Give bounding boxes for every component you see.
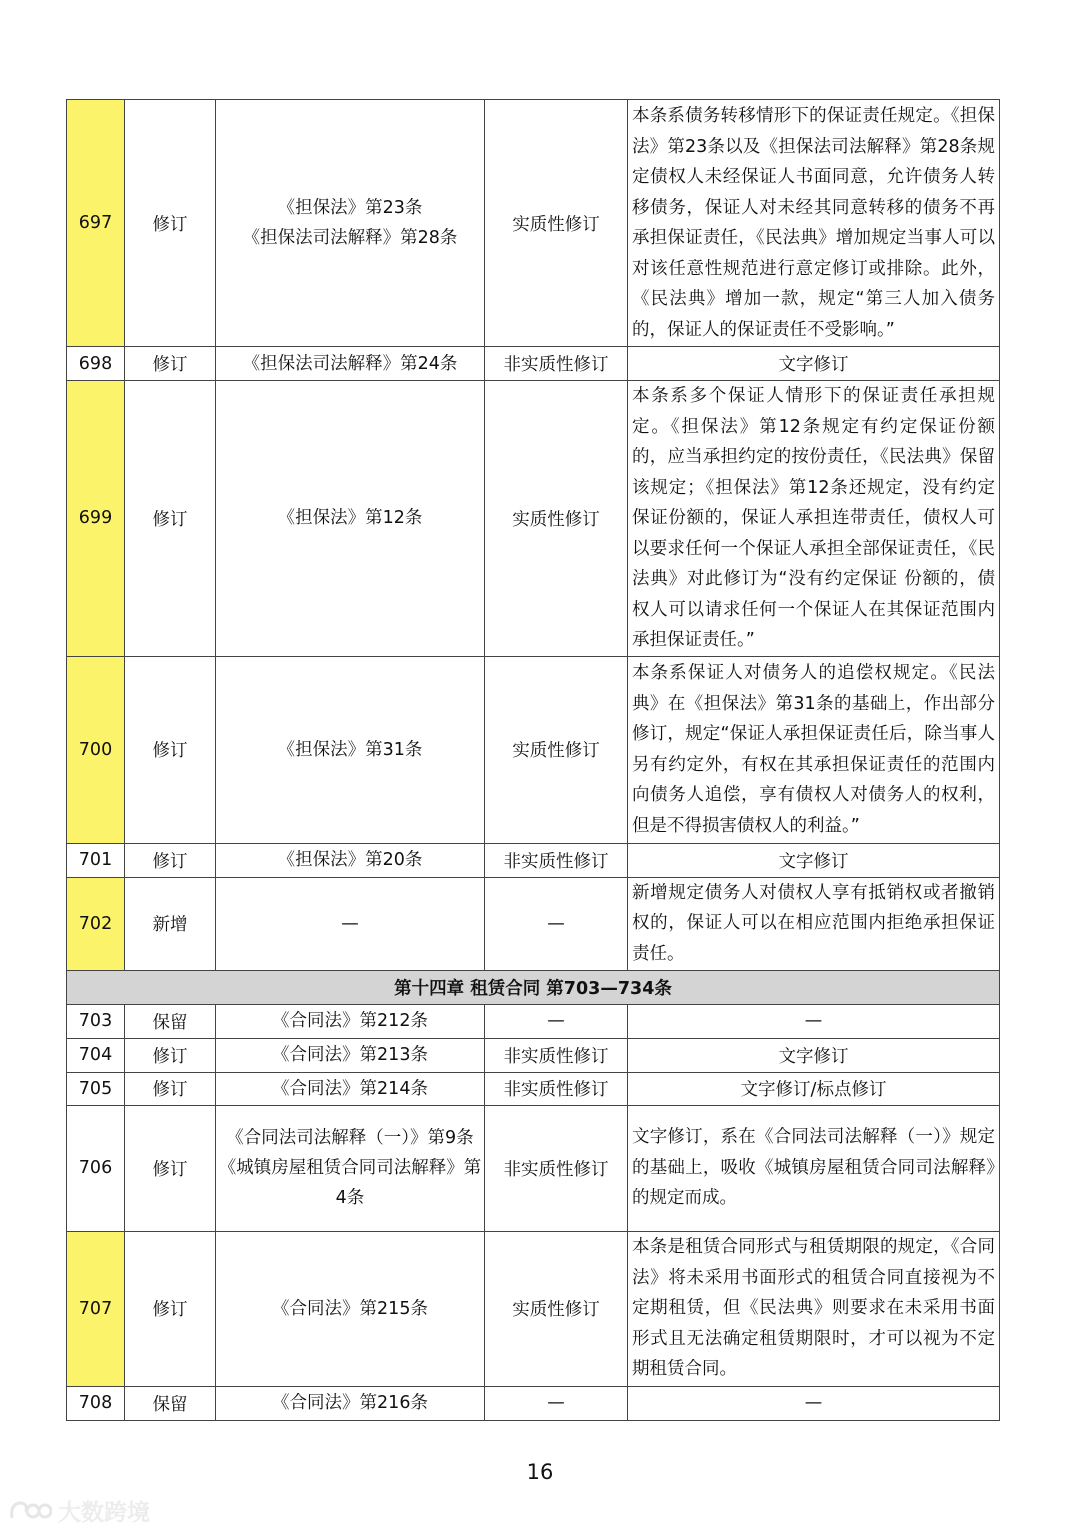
revision-note: 本条系多个保证人情形下的保证责任承担规定。《担保法》第12条规定有约定保证份额的，应当承担约定的按份责任，《民法典》保留该规定；《担保法》第12条还规定，没有约定保证份额的，保证人承担连带责任，债权人可以要求任何一个保证人承担全部保证责任，《民法典》对此修订为“没有约定保证 份额的，债权人可以请求任何一个保证人在其保证范围内承担保证责任。” [628, 381, 1000, 657]
table-row [67, 347, 1000, 381]
page-number: 16 [526, 1460, 554, 1484]
source-reference: 《担保法》第31条 [277, 739, 423, 760]
source-reference: 《合同法》第214条 [272, 1078, 428, 1099]
change-type: 保留 [125, 1004, 216, 1038]
revision-nature: — [485, 1004, 628, 1038]
revision-nature: 实质性修订 [485, 100, 628, 347]
revision-note: 文字修订 [628, 347, 1000, 381]
revision-note: — [628, 1004, 1000, 1038]
revision-note: 文字修订 [628, 843, 1000, 877]
change-type: 修订 [125, 381, 216, 657]
source-reference: 《担保法》第20条 [277, 850, 423, 870]
article-number: 698 [67, 347, 125, 381]
revision-nature: — [485, 877, 628, 970]
article-number: 699 [67, 381, 125, 657]
revision-nature: 非实质性修订 [485, 1105, 628, 1231]
table-row [67, 1038, 1000, 1072]
article-number: 697 [67, 100, 125, 347]
source-cell [216, 1038, 485, 1072]
revision-note: 本条系保证人对债务人的追偿权规定。《民法典》在《担保法》第31条的基础上，作出部分修订，规定“保证人承担保证责任后，除当事人另有约定外，有权在其承担保证责任的范围内向债务人追偿，享有债权人对债务人的权利，但是不得损害债权人的利益。” [628, 656, 1000, 843]
revision-note: 文字修订/标点修订 [628, 1072, 1000, 1105]
change-type: 修订 [125, 1072, 216, 1105]
source-cell [216, 1231, 485, 1386]
source-reference: 《合同法》第216条 [272, 1393, 428, 1413]
change-type: 修订 [125, 1105, 216, 1231]
revision-nature: 非实质性修订 [485, 843, 628, 877]
table-row [67, 1386, 1000, 1420]
revision-note: 本条是租赁合同形式与租赁期限的规定，《合同法》将未采用书面形式的租赁合同直接视为不定期租赁，但《民法典》则要求在未采用书面形式且无法确定租赁期限时，才可以视为不定期租赁合同。 [628, 1231, 1000, 1386]
revision-nature: 实质性修订 [485, 656, 628, 843]
article-number: 704 [67, 1038, 125, 1072]
revision-note: 文字修订，系在《合同法司法解释（一）》规定的基础上，吸收《城镇房屋租赁合同司法解释》的规定而成。 [628, 1105, 1000, 1231]
source-reference: 《合同法》第215条 [272, 1298, 428, 1319]
table-row [67, 1004, 1000, 1038]
change-type: 修订 [125, 656, 216, 843]
article-number: 703 [67, 1004, 125, 1038]
source-cell [216, 843, 485, 877]
chapter-title: 第十四章 租赁合同 第703—734条 [67, 970, 1000, 1004]
revision-nature: 非实质性修订 [485, 347, 628, 381]
source-reference: 《担保法司法解释》第24条 [242, 353, 458, 374]
source-reference: 《合同法司法解释（一）》第9条 [226, 1128, 474, 1148]
table-row [67, 1105, 1000, 1231]
article-number: 706 [67, 1105, 125, 1231]
source-reference: — [341, 913, 359, 934]
change-type: 修订 [125, 1231, 216, 1386]
watermark [8, 1494, 150, 1527]
source-reference: 《担保法司法解释》第28条 [242, 228, 458, 248]
source-cell [216, 1004, 485, 1038]
article-number: 705 [67, 1072, 125, 1105]
chapter-row [67, 970, 1000, 1004]
revision-nature: — [485, 1386, 628, 1420]
source-reference: 《担保法》第23条 [277, 198, 423, 218]
source-cell [216, 1072, 485, 1105]
source-reference: 《城镇房屋租赁合同司法解释》第4条 [218, 1158, 482, 1208]
source-reference: 《合同法》第212条 [272, 1011, 428, 1031]
article-number: 708 [67, 1386, 125, 1420]
change-type: 修订 [125, 843, 216, 877]
revision-note: 文字修订 [628, 1038, 1000, 1072]
source-cell [216, 877, 485, 970]
revision-nature: 实质性修订 [485, 381, 628, 657]
revision-note: 新增规定债务人对债权人享有抵销权或者撤销权的，保证人可以在相应范围内拒绝承担保证责任。 [628, 877, 1000, 970]
table-row [67, 381, 1000, 657]
table-row [67, 877, 1000, 970]
article-number: 707 [67, 1231, 125, 1386]
article-number: 701 [67, 843, 125, 877]
article-number: 700 [67, 656, 125, 843]
table-row [67, 1231, 1000, 1386]
change-type: 修订 [125, 347, 216, 381]
source-cell [216, 100, 485, 347]
table-body [67, 100, 1000, 1421]
change-type: 修订 [125, 1038, 216, 1072]
change-type: 修订 [125, 100, 216, 347]
article-number: 702 [67, 877, 125, 970]
change-type: 保留 [125, 1386, 216, 1420]
table-row [67, 843, 1000, 877]
revision-nature: 非实质性修订 [485, 1072, 628, 1105]
source-cell [216, 381, 485, 657]
revision-nature: 非实质性修订 [485, 1038, 628, 1072]
revision-note: 本条系债务转移情形下的保证责任规定。《担保法》第23条以及《担保法司法解释》第28条规定债权人未经保证人书面同意，允许债务人转移债务，保证人对未经其同意转移的债务不再承担保证责任，《民法典》增加规定当事人可以对该任意性规范进行意定修订或排除。此外，《民法典》增加一款，规定“第三人加入债务的，保证人的保证责任不受影响。” [628, 100, 1000, 347]
source-cell [216, 656, 485, 843]
source-cell [216, 1105, 485, 1231]
source-cell [216, 1386, 485, 1420]
watermark-text: 大数跨境 [58, 1500, 150, 1526]
table-row [67, 100, 1000, 347]
watermark-logo-icon [8, 1498, 52, 1524]
revision-note: — [628, 1386, 1000, 1420]
revision-nature: 实质性修订 [485, 1231, 628, 1386]
table-row [67, 1072, 1000, 1105]
table-row [67, 656, 1000, 843]
change-type: 新增 [125, 877, 216, 970]
source-reference: 《合同法》第213条 [272, 1045, 428, 1065]
law-comparison-table [66, 99, 1000, 1421]
source-reference: 《担保法》第12条 [277, 508, 423, 529]
source-cell [216, 347, 485, 381]
